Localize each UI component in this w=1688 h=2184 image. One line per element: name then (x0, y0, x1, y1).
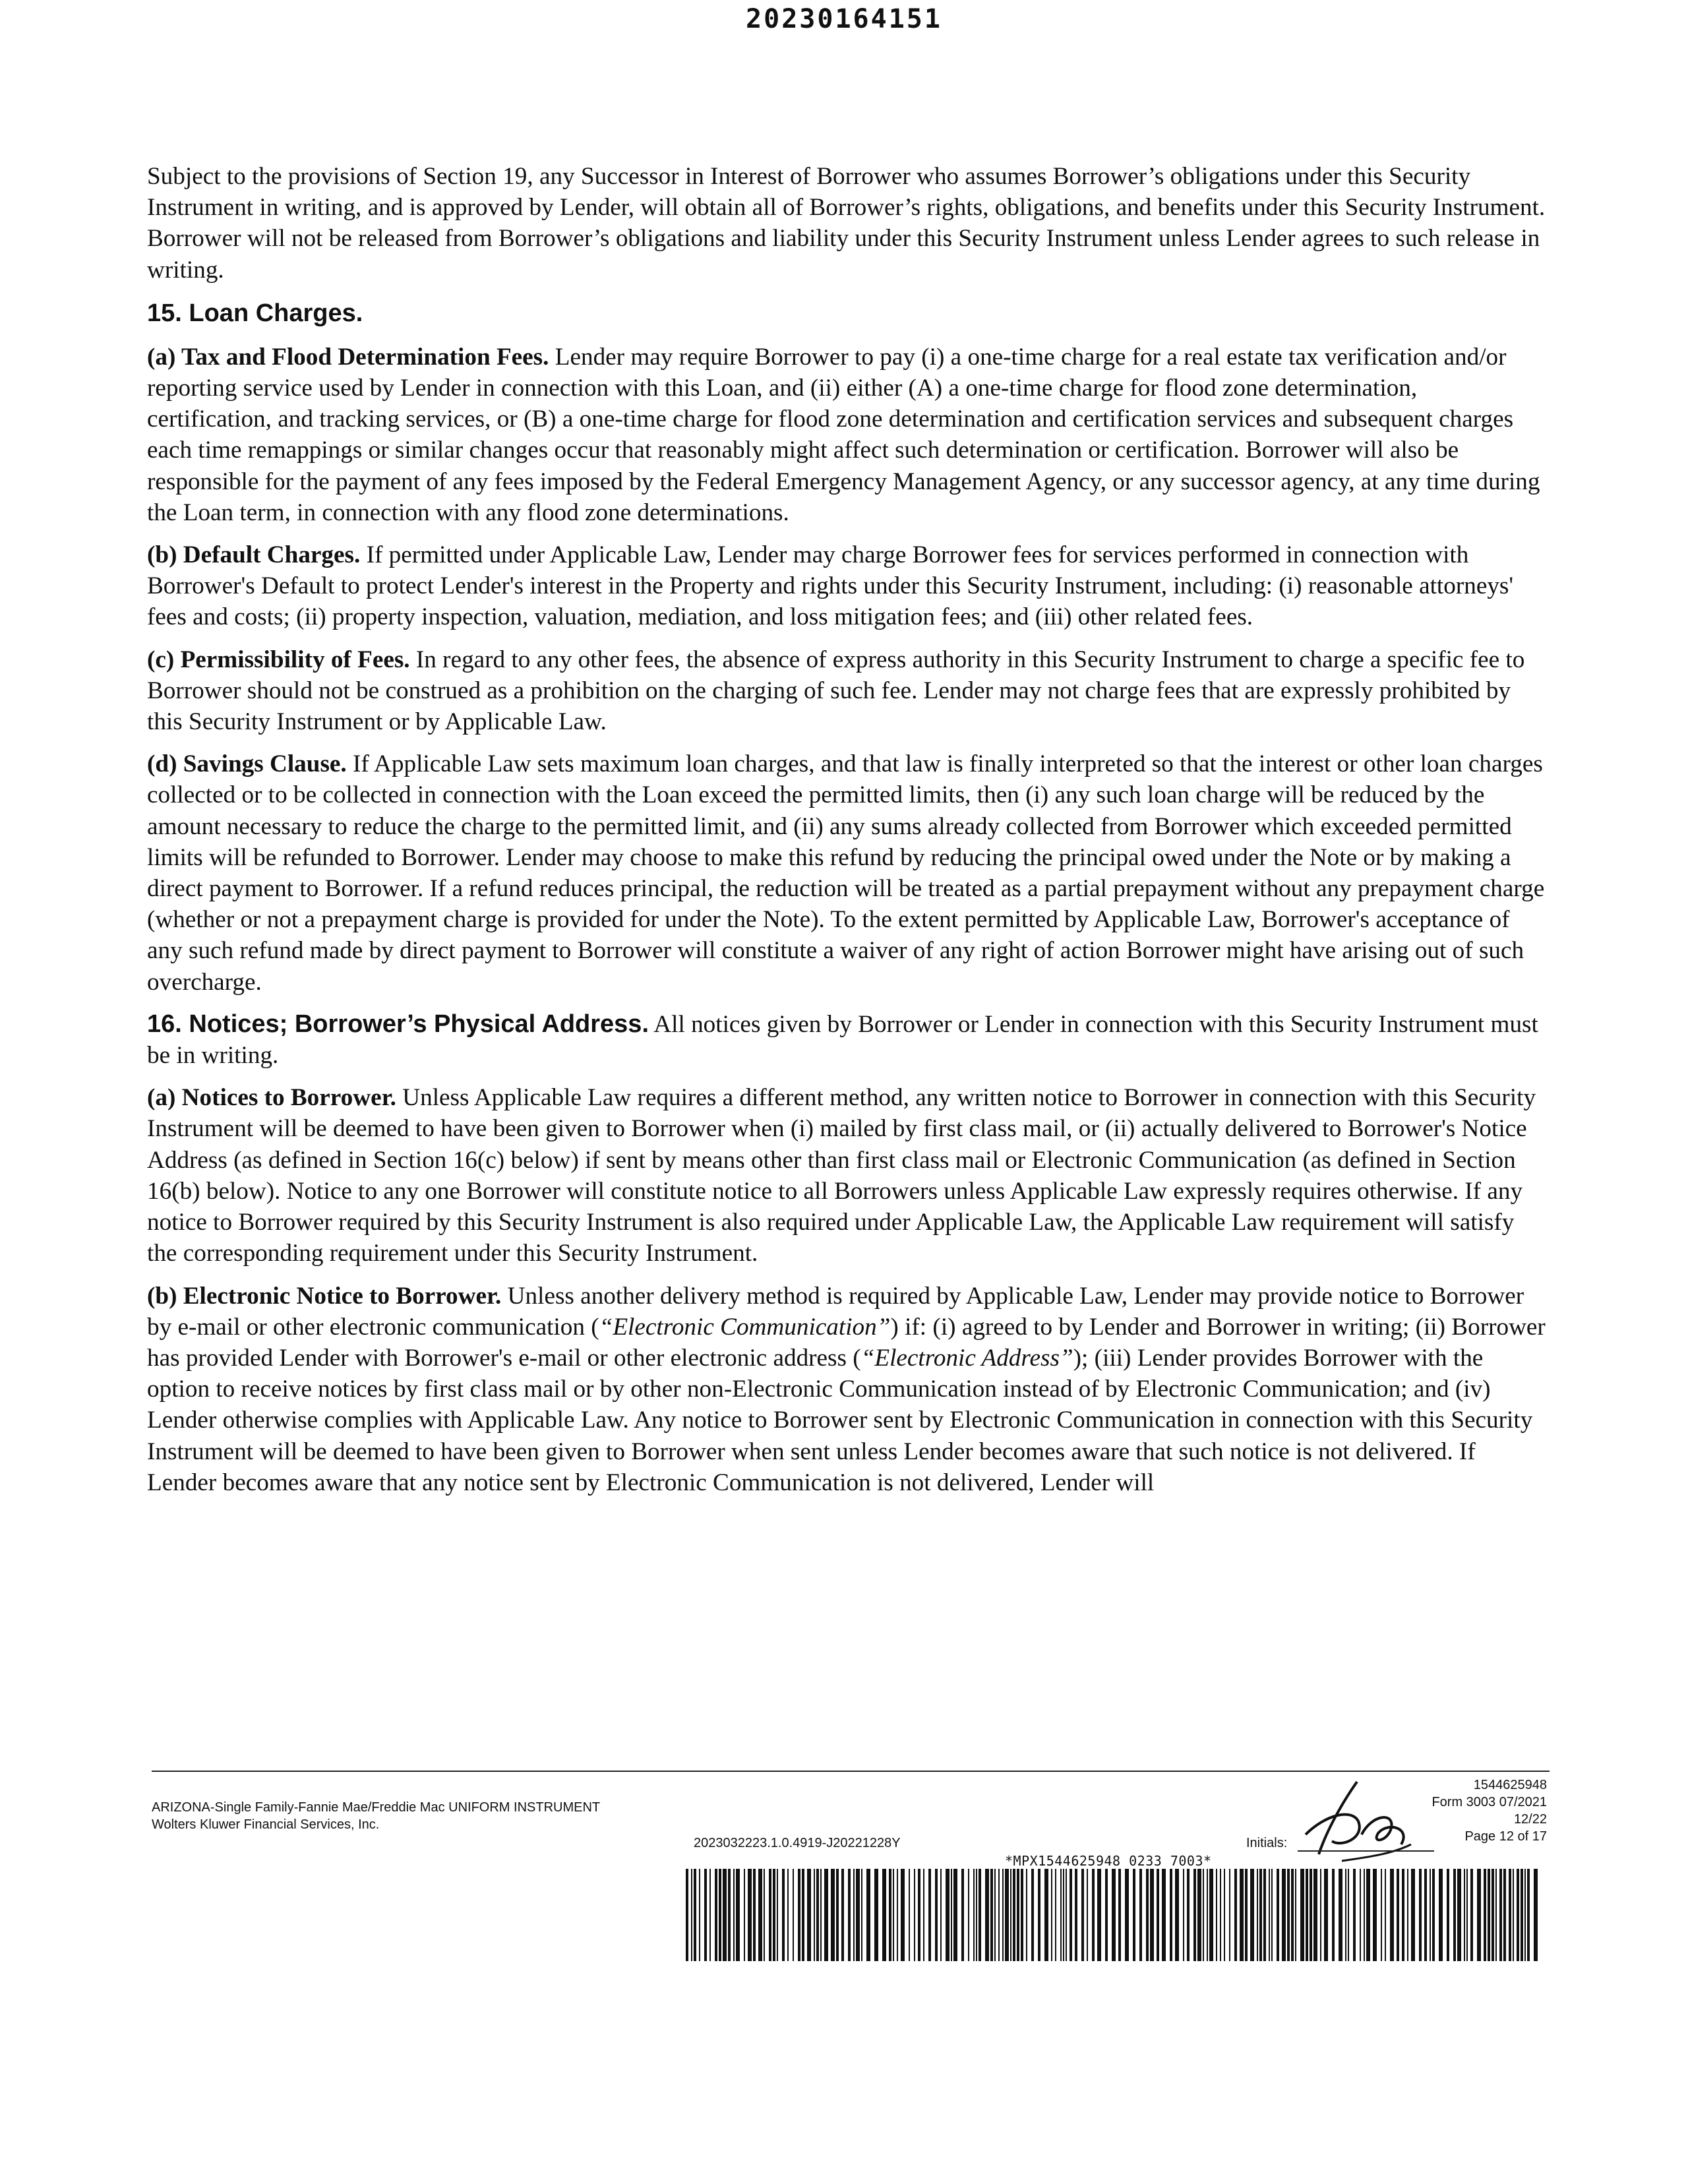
barcode-bar (1521, 1869, 1523, 1961)
barcode-bar (1170, 1869, 1172, 1961)
barcode-bar (1300, 1869, 1304, 1961)
barcode-bar (1353, 1869, 1356, 1961)
barcode-bar (928, 1869, 931, 1961)
section-15a (147, 342, 1548, 528)
barcode-bar (1133, 1869, 1135, 1961)
barcode-bar (1524, 1869, 1526, 1961)
barcode-bar (691, 1869, 692, 1961)
barcode-bar (1269, 1869, 1270, 1961)
section-16a-title: (a) Notices to Borrower. (147, 1084, 396, 1112)
barcode-bar (694, 1869, 696, 1961)
barcode-bar (1087, 1869, 1088, 1961)
section-15d-title: (d) Savings Clause. (147, 750, 347, 778)
barcode-bar (769, 1869, 771, 1961)
barcode-bar (1488, 1869, 1490, 1961)
section-15b (147, 539, 1548, 633)
section-16b-term-1: “Electronic Communication” (599, 1313, 891, 1341)
barcode-bar (889, 1869, 891, 1961)
barcode-bar (1439, 1869, 1443, 1961)
section-15d-text: If Applicable Law sets maximum loan charges, and that law is finally interpreted so that the interest or other loan charges collected or to be collected in connection with the Loan exceed the permitted limits, then (i) any such loan charge will be reduced by the amount necessary to reduce the charge to the permitted limit, and (ii) any sums already collected from Borrower which exceeded permitted limits will be refunded to Borrower. Lender may choose to make this refund by reducing the principal owed under the Note or by making a direct payment to Borrower. If a refund reduces principal, the reduction will be treated as a partial prepayment without any prepayment charge (whether or not a prepayment charge is provided for under the Note). To the extent permitted by Applicable Law, Borrower's acceptance of any such refund made by direct payment to Borrower will constitute a waiver of any right of action Borrower might have arising out of such overcharge. (147, 750, 1545, 996)
barcode-bar (918, 1869, 920, 1961)
barcode-bar (923, 1869, 924, 1961)
barcode-bar (861, 1869, 862, 1961)
barcode-bar (909, 1869, 910, 1961)
barcode-bar (1044, 1869, 1048, 1961)
barcode-bar (979, 1869, 981, 1961)
barcode-bar (1010, 1869, 1011, 1961)
footer-divider (152, 1771, 1550, 1772)
barcode-bar (893, 1869, 894, 1961)
section-15c-text: In regard to any other fees, the absence of express authority in this Security Instrument to charge a specific fee to Borrower should not be construed as a prohibition on the charging of such fee. Lender may not charge fees that are expressly prohibited by this Security Instrument or by Applicable Law. (147, 646, 1525, 736)
barcode-bar (1031, 1869, 1034, 1961)
barcode-bar (1407, 1869, 1408, 1961)
barcode-bar (953, 1869, 957, 1961)
barcode-bar (848, 1869, 851, 1961)
barcode-bar (744, 1869, 745, 1961)
barcode-bar (994, 1869, 996, 1961)
barcode-bar (853, 1869, 855, 1961)
barcode-bar (968, 1869, 969, 1961)
barcode-bar (1005, 1869, 1009, 1961)
barcode-bar (1017, 1869, 1019, 1961)
barcode-bar (1002, 1869, 1004, 1961)
barcode-bar (1063, 1869, 1064, 1961)
section-16b-text-1: Unless another delivery method is required by Applicable Law, Lender may provide notice to Borrower by e-mail or other electronic communication ( (147, 1282, 1524, 1341)
barcode-bar (728, 1869, 731, 1961)
barcode-bar (1092, 1869, 1095, 1961)
barcode-bar (1397, 1869, 1399, 1961)
barcode-bar (1432, 1869, 1435, 1961)
section-16b (147, 1281, 1548, 1498)
section-16b-text-2: ) if: (i) agreed to by Lender and Borrower in writing; (ii) Borrower has provided Lender with Borrower's e-mail or other electronic address ( (147, 1313, 1546, 1372)
barcode-bar (764, 1869, 765, 1961)
barcode-bar (715, 1869, 717, 1961)
barcode-bar (1509, 1869, 1511, 1961)
barcode-bar (1534, 1869, 1538, 1961)
barcode-bar (940, 1869, 942, 1961)
section-16a-text: Unless Applicable Law requires a different method, any written notice to Borrower in connection with this Security Instrument will be deemed to have been given to Borrower when (i) mailed by first class mail, or (ii) actually delivered to Borrower's Notice Address (as defined in Section 16(c) below) if sent by means other than first class mail or Electronic Communication (as defined in Section 16(b) below). Notice to any one Borrower will constitute notice to all Borrowers unless Applicable Law expressly requires otherwise. If any notice to Borrower required by this Security Instrument is also required under Applicable Law, the Applicable Law requirement will satisfy the corresponding requirement under this Security Instrument. (147, 1084, 1536, 1267)
barcode-bar (1097, 1869, 1101, 1961)
barcode-bar (782, 1869, 785, 1961)
barcode-bar (1263, 1869, 1266, 1961)
barcode-bar (1373, 1869, 1377, 1961)
barcode-bar (1484, 1869, 1486, 1961)
barcode-bar (1499, 1869, 1502, 1961)
barcode-bar (1477, 1869, 1481, 1961)
barcode-bar (1453, 1869, 1456, 1961)
barcode-bar (1183, 1869, 1184, 1961)
barcode-bar (1411, 1869, 1415, 1961)
barcode-bar (1066, 1869, 1067, 1961)
barcode-bar (1250, 1869, 1254, 1961)
barcode-bar (1118, 1869, 1121, 1961)
barcode-bar (1240, 1869, 1244, 1961)
barcode-bar (1162, 1869, 1166, 1961)
barcode-bar (976, 1869, 977, 1961)
barcode-bar (1060, 1869, 1062, 1961)
barcode-bar (736, 1869, 740, 1961)
barcode-bar (985, 1869, 989, 1961)
section-15c (147, 644, 1548, 738)
intro-paragraph: Subject to the provisions of Section 19, any Successor in Interest of Borrower who assumes Borrower’s obligations under this Security Instrument in writing, and is approved by Lender, will obtain all of Borrower’s rights, obligations, and benefits under this Security Instrument. Borrower will not be released from Borrower’s obligations and liability under this Security Instrument unless Lender agrees to such release in writing. (147, 163, 1546, 284)
section-16a (147, 1082, 1548, 1269)
barcode-bar (1070, 1869, 1072, 1961)
barcode-bar (1216, 1869, 1217, 1961)
barcode-bar (709, 1869, 711, 1961)
barcode-bar (1112, 1869, 1116, 1961)
barcode-bar (874, 1869, 878, 1961)
barcode-bar (1360, 1869, 1361, 1961)
barcode-bar (1277, 1869, 1279, 1961)
barcode-bar (748, 1869, 752, 1961)
barcode-bar (1517, 1869, 1519, 1961)
barcode-bar (961, 1869, 964, 1961)
barcode-bar (1157, 1869, 1159, 1961)
barcode-bar (836, 1869, 839, 1961)
barcode-bar (1220, 1869, 1221, 1961)
barcode-bar (807, 1869, 811, 1961)
barcode-bar (699, 1869, 700, 1961)
barcode-bar (1105, 1869, 1108, 1961)
barcode-bar (914, 1869, 915, 1961)
barcode-bar (1282, 1869, 1286, 1961)
barcode (686, 1869, 1543, 1961)
barcode-bar (773, 1869, 775, 1961)
barcode-bar (1513, 1869, 1514, 1961)
barcode-bar (787, 1869, 789, 1961)
barcode-bar (686, 1869, 688, 1961)
barcode-bar (1447, 1869, 1449, 1961)
page-number: Page 12 of 17 (1464, 1829, 1547, 1844)
barcode-bar (1419, 1869, 1422, 1961)
barcode-bar (1081, 1869, 1084, 1961)
barcode-bar (1234, 1869, 1237, 1961)
barcode-bar (946, 1869, 950, 1961)
barcode-bar (1075, 1869, 1077, 1961)
section-15a-text: Lender may require Borrower to pay (i) a one-time charge for a real estate tax verification and/or reporting service used by Lender in connection with this Loan, and (ii) either (A) a one-time charge for flood zone determination, certification, and tracking services, or (B) a one-time charge for flood zone determination and certification services and subsequent charges each time remappings or similar changes occur that reasonably might affect such determination or certification. Borrower will also be responsible for the payment of any fees imposed by the Federal Emergency Management Agency, or any successor agency, at any time during the Loan term, in connection with any flood zone determinations. (147, 343, 1540, 526)
barcode-bar (753, 1869, 756, 1961)
barcode-bar (1187, 1869, 1190, 1961)
barcode-bar (1313, 1869, 1317, 1961)
barcode-bar (1390, 1869, 1394, 1961)
barcode-bar (816, 1869, 819, 1961)
barcode-bar (1424, 1869, 1427, 1961)
barcode-bar (793, 1869, 794, 1961)
barcode-bar (1146, 1869, 1149, 1961)
barcode-bar (1366, 1869, 1370, 1961)
barcode-bar (1224, 1869, 1225, 1961)
barcode-bar (1466, 1869, 1468, 1961)
document-body (147, 161, 1548, 1509)
document-code: 2023032223.1.0.4919-J20221228Y (694, 1836, 901, 1850)
section-16-intro-text: All notices given by Borrower or Lender in connection with this Security Instrument must be in writing. (147, 1010, 1538, 1070)
footer-right (1432, 1776, 1547, 1845)
footer-left (152, 1799, 600, 1833)
barcode-bar (1139, 1869, 1142, 1961)
barcode-bar (1457, 1869, 1461, 1961)
barcode-bar (1527, 1869, 1530, 1961)
barcode-bar (1464, 1869, 1465, 1961)
section-16b-term-2: “Electronic Address” (860, 1344, 1073, 1372)
barcode-bar (1013, 1869, 1015, 1961)
barcode-bar (935, 1869, 938, 1961)
barcode-bar (1259, 1869, 1262, 1961)
initials-line (1298, 1850, 1434, 1852)
barcode-bar (1306, 1869, 1308, 1961)
barcode-bar (798, 1869, 800, 1961)
barcode-bar (897, 1869, 898, 1961)
barcode-bar (901, 1869, 905, 1961)
section-16b-title: (b) Electronic Notice to Borrower. (147, 1282, 502, 1310)
initials-signature (1279, 1775, 1444, 1874)
barcode-bar (1295, 1869, 1296, 1961)
barcode-bar (1492, 1869, 1494, 1961)
barcode-bar (1229, 1869, 1230, 1961)
section-15a-title: (a) Tax and Flood Determination Fees. (147, 343, 549, 371)
barcode-bar (1364, 1869, 1365, 1961)
barcode-bar (1203, 1869, 1204, 1961)
barcode-bar (1324, 1869, 1328, 1961)
barcode-bar (1385, 1869, 1386, 1961)
record-number: 20230164151 (746, 4, 942, 34)
barcode-bar (1175, 1869, 1179, 1961)
section-16b-text-3: ); (iii) Lender provides Borrower with the option to receive notices by first class mail or by other non-Electronic Communication instead of by Electronic Communication; and (iv) Lender otherwise complies with Applicable Law. Any notice to Borrower sent by Electronic Communication in connection with this Security Instrument will be deemed to have been given to Borrower when sent unless Lender becomes aware that such notice is not delivered. If Lender becomes aware that any notice sent by Electronic Communication is not delivered, Lender will (147, 1344, 1533, 1496)
barcode-bar (719, 1869, 721, 1961)
barcode-bar (998, 1869, 1000, 1961)
barcode-bar (777, 1869, 778, 1961)
barcode-bar (1320, 1869, 1321, 1961)
barcode-bar (1051, 1869, 1052, 1961)
barcode-bar (1402, 1869, 1404, 1961)
barcode-text: *MPX1544625948 0233 7003* (1005, 1853, 1212, 1869)
section-15-heading (147, 297, 1548, 330)
loan-number: 1544625948 (1473, 1778, 1547, 1792)
barcode-bar (1207, 1869, 1208, 1961)
barcode-bar (1503, 1869, 1506, 1961)
barcode-bar (1021, 1869, 1023, 1961)
barcode-bar (973, 1869, 975, 1961)
barcode-bar (841, 1869, 844, 1961)
barcode-bar (802, 1869, 804, 1961)
barcode-bar (1345, 1869, 1346, 1961)
barcode-bar (1287, 1869, 1290, 1961)
section-15b-title: (b) Default Charges. (147, 541, 361, 569)
section-15c-title: (c) Permissibility of Fees. (147, 646, 410, 673)
barcode-bar (733, 1869, 735, 1961)
barcode-bar (1150, 1869, 1154, 1961)
barcode-bar (1209, 1869, 1213, 1961)
barcode-bar (1271, 1869, 1273, 1961)
section-16-intro (147, 1009, 1548, 1071)
barcode-bar (1125, 1869, 1129, 1961)
barcode-bar (1197, 1869, 1201, 1961)
barcode-bar (1055, 1869, 1056, 1961)
barcode-bar (1470, 1869, 1473, 1961)
barcode-bar (1348, 1869, 1349, 1961)
section-15b-text: If permitted under Applicable Law, Lender may charge Borrower fees for services performed in connection with Borrower's Default to protect Lender's interest in the Property and rights under this Security Instrument, including: (i) reasonable attorneys' fees and costs; (ii) property inspection, valuation, mediation, and loss mitigation fees; and (iii) other related fees. (147, 541, 1514, 631)
barcode-bar (1245, 1869, 1248, 1961)
barcode-bar (831, 1869, 835, 1961)
barcode-bar (951, 1869, 952, 1961)
barcode-bar (704, 1869, 707, 1961)
barcode-bar (1310, 1869, 1312, 1961)
barcode-bar (758, 1869, 762, 1961)
barcode-bar (856, 1869, 860, 1961)
barcode-bar (1193, 1869, 1196, 1961)
section-15-title: 15. Loan Charges. (147, 299, 363, 327)
barcode-bar (1381, 1869, 1382, 1961)
barcode-bar (723, 1869, 727, 1961)
barcode-bar (882, 1869, 886, 1961)
form-revision: 12/22 (1513, 1812, 1547, 1827)
barcode-bar (1332, 1869, 1335, 1961)
barcode-bar (990, 1869, 993, 1961)
publisher: Wolters Kluwer Financial Services, Inc. (152, 1817, 380, 1832)
barcode-bar (824, 1869, 828, 1961)
barcode-bar (1257, 1869, 1258, 1961)
initials-label: Initials: (1246, 1836, 1288, 1850)
barcode-bar (1038, 1869, 1040, 1961)
barcode-bar (1291, 1869, 1294, 1961)
section-15d (147, 748, 1548, 998)
form-title: ARIZONA-Single Family-Fannie Mae/Freddie Mac UNIFORM INSTRUMENT (152, 1800, 601, 1815)
form-number: Form 3003 07/2021 (1432, 1795, 1547, 1809)
barcode-bar (1339, 1869, 1342, 1961)
barcode-bar (820, 1869, 822, 1961)
barcode-bar (1430, 1869, 1431, 1961)
barcode-bar (1495, 1869, 1497, 1961)
barcode-bar (866, 1869, 870, 1961)
section-16-title: 16. Notices; Borrower’s Physical Address. (147, 1010, 649, 1038)
barcode-bar (814, 1869, 815, 1961)
barcode-bar (1026, 1869, 1027, 1961)
